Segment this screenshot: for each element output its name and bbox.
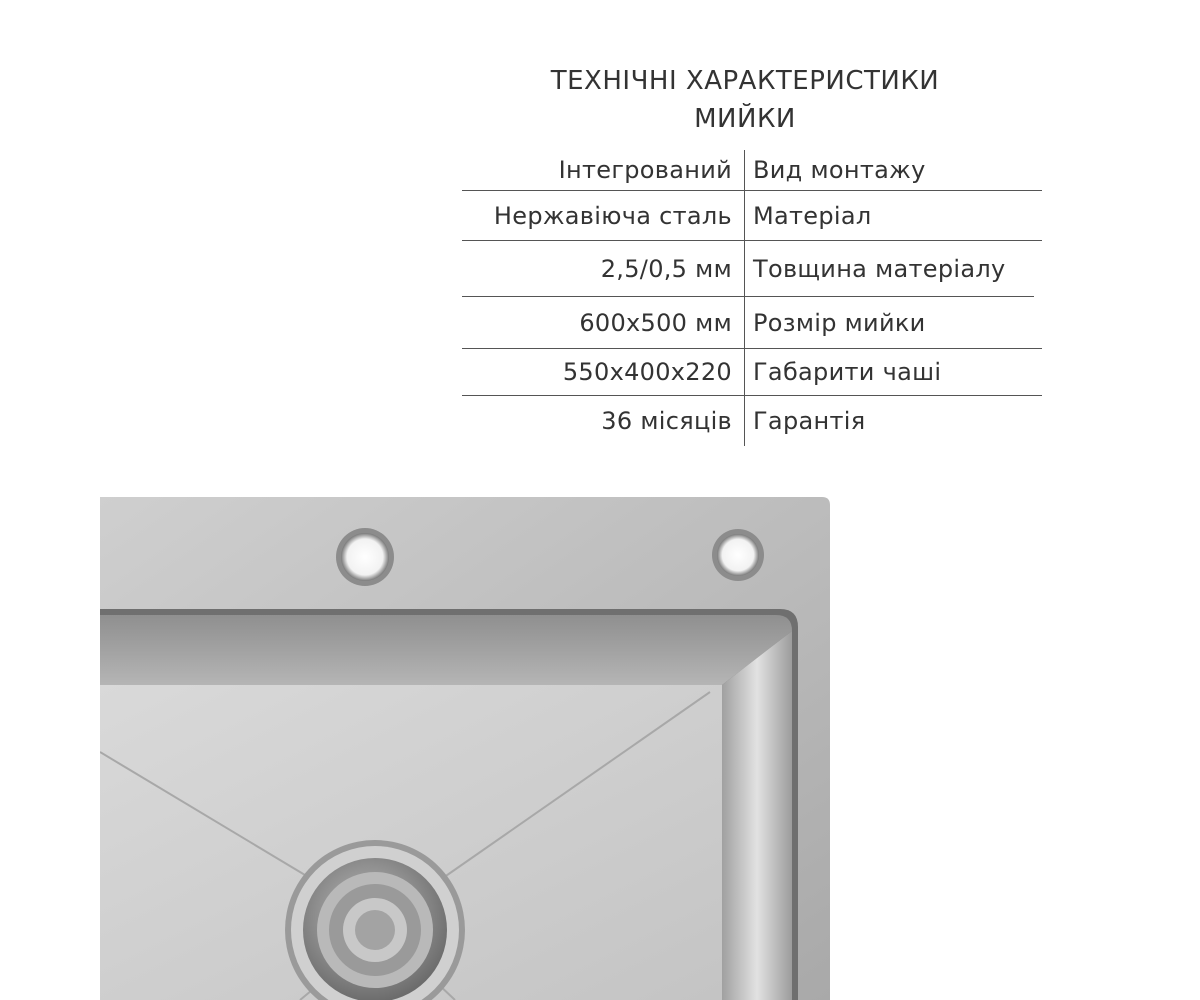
spec-label: Розмір мийки: [753, 308, 926, 337]
bowl-side-wall: [722, 631, 792, 1000]
spec-label: Вид монтажу: [753, 156, 926, 184]
spec-value: 2,5/0,5 мм: [462, 241, 745, 296]
spec-row-warranty: [462, 396, 1042, 446]
spec-value: Інтегрований: [462, 150, 745, 190]
spec-row-thickness: [462, 241, 1034, 297]
spec-row-bowl: [462, 349, 1042, 396]
spec-value: 600х500 мм: [462, 297, 745, 348]
spec-label: Габарити чаші: [753, 358, 942, 386]
bowl-back-wall: [100, 615, 792, 685]
spec-table: [462, 150, 1042, 446]
faucet-hole-right: [712, 529, 764, 581]
spec-value: 36 місяців: [462, 396, 745, 446]
spec-row-material: [462, 191, 1042, 241]
spec-title-line-1: ТЕХНІЧНІ ХАРАКТЕРИСТИКИ: [550, 66, 940, 96]
spec-title: [462, 62, 1028, 138]
spec-value: 550х400х220: [462, 349, 745, 395]
sink-photo: [100, 497, 830, 1000]
spec-label: Гарантія: [753, 407, 866, 435]
spec-title-line-2: МИЙКИ: [694, 104, 796, 134]
spec-label: Матеріал: [753, 201, 872, 230]
spec-value: Нержавіюча сталь: [462, 191, 745, 240]
spec-row-size: [462, 297, 1042, 349]
faucet-hole-left: [336, 528, 394, 586]
spec-row-mounting: [462, 150, 1042, 191]
spec-label: Товщина матеріалу: [753, 254, 1006, 283]
sink-illustration: [100, 497, 830, 1000]
